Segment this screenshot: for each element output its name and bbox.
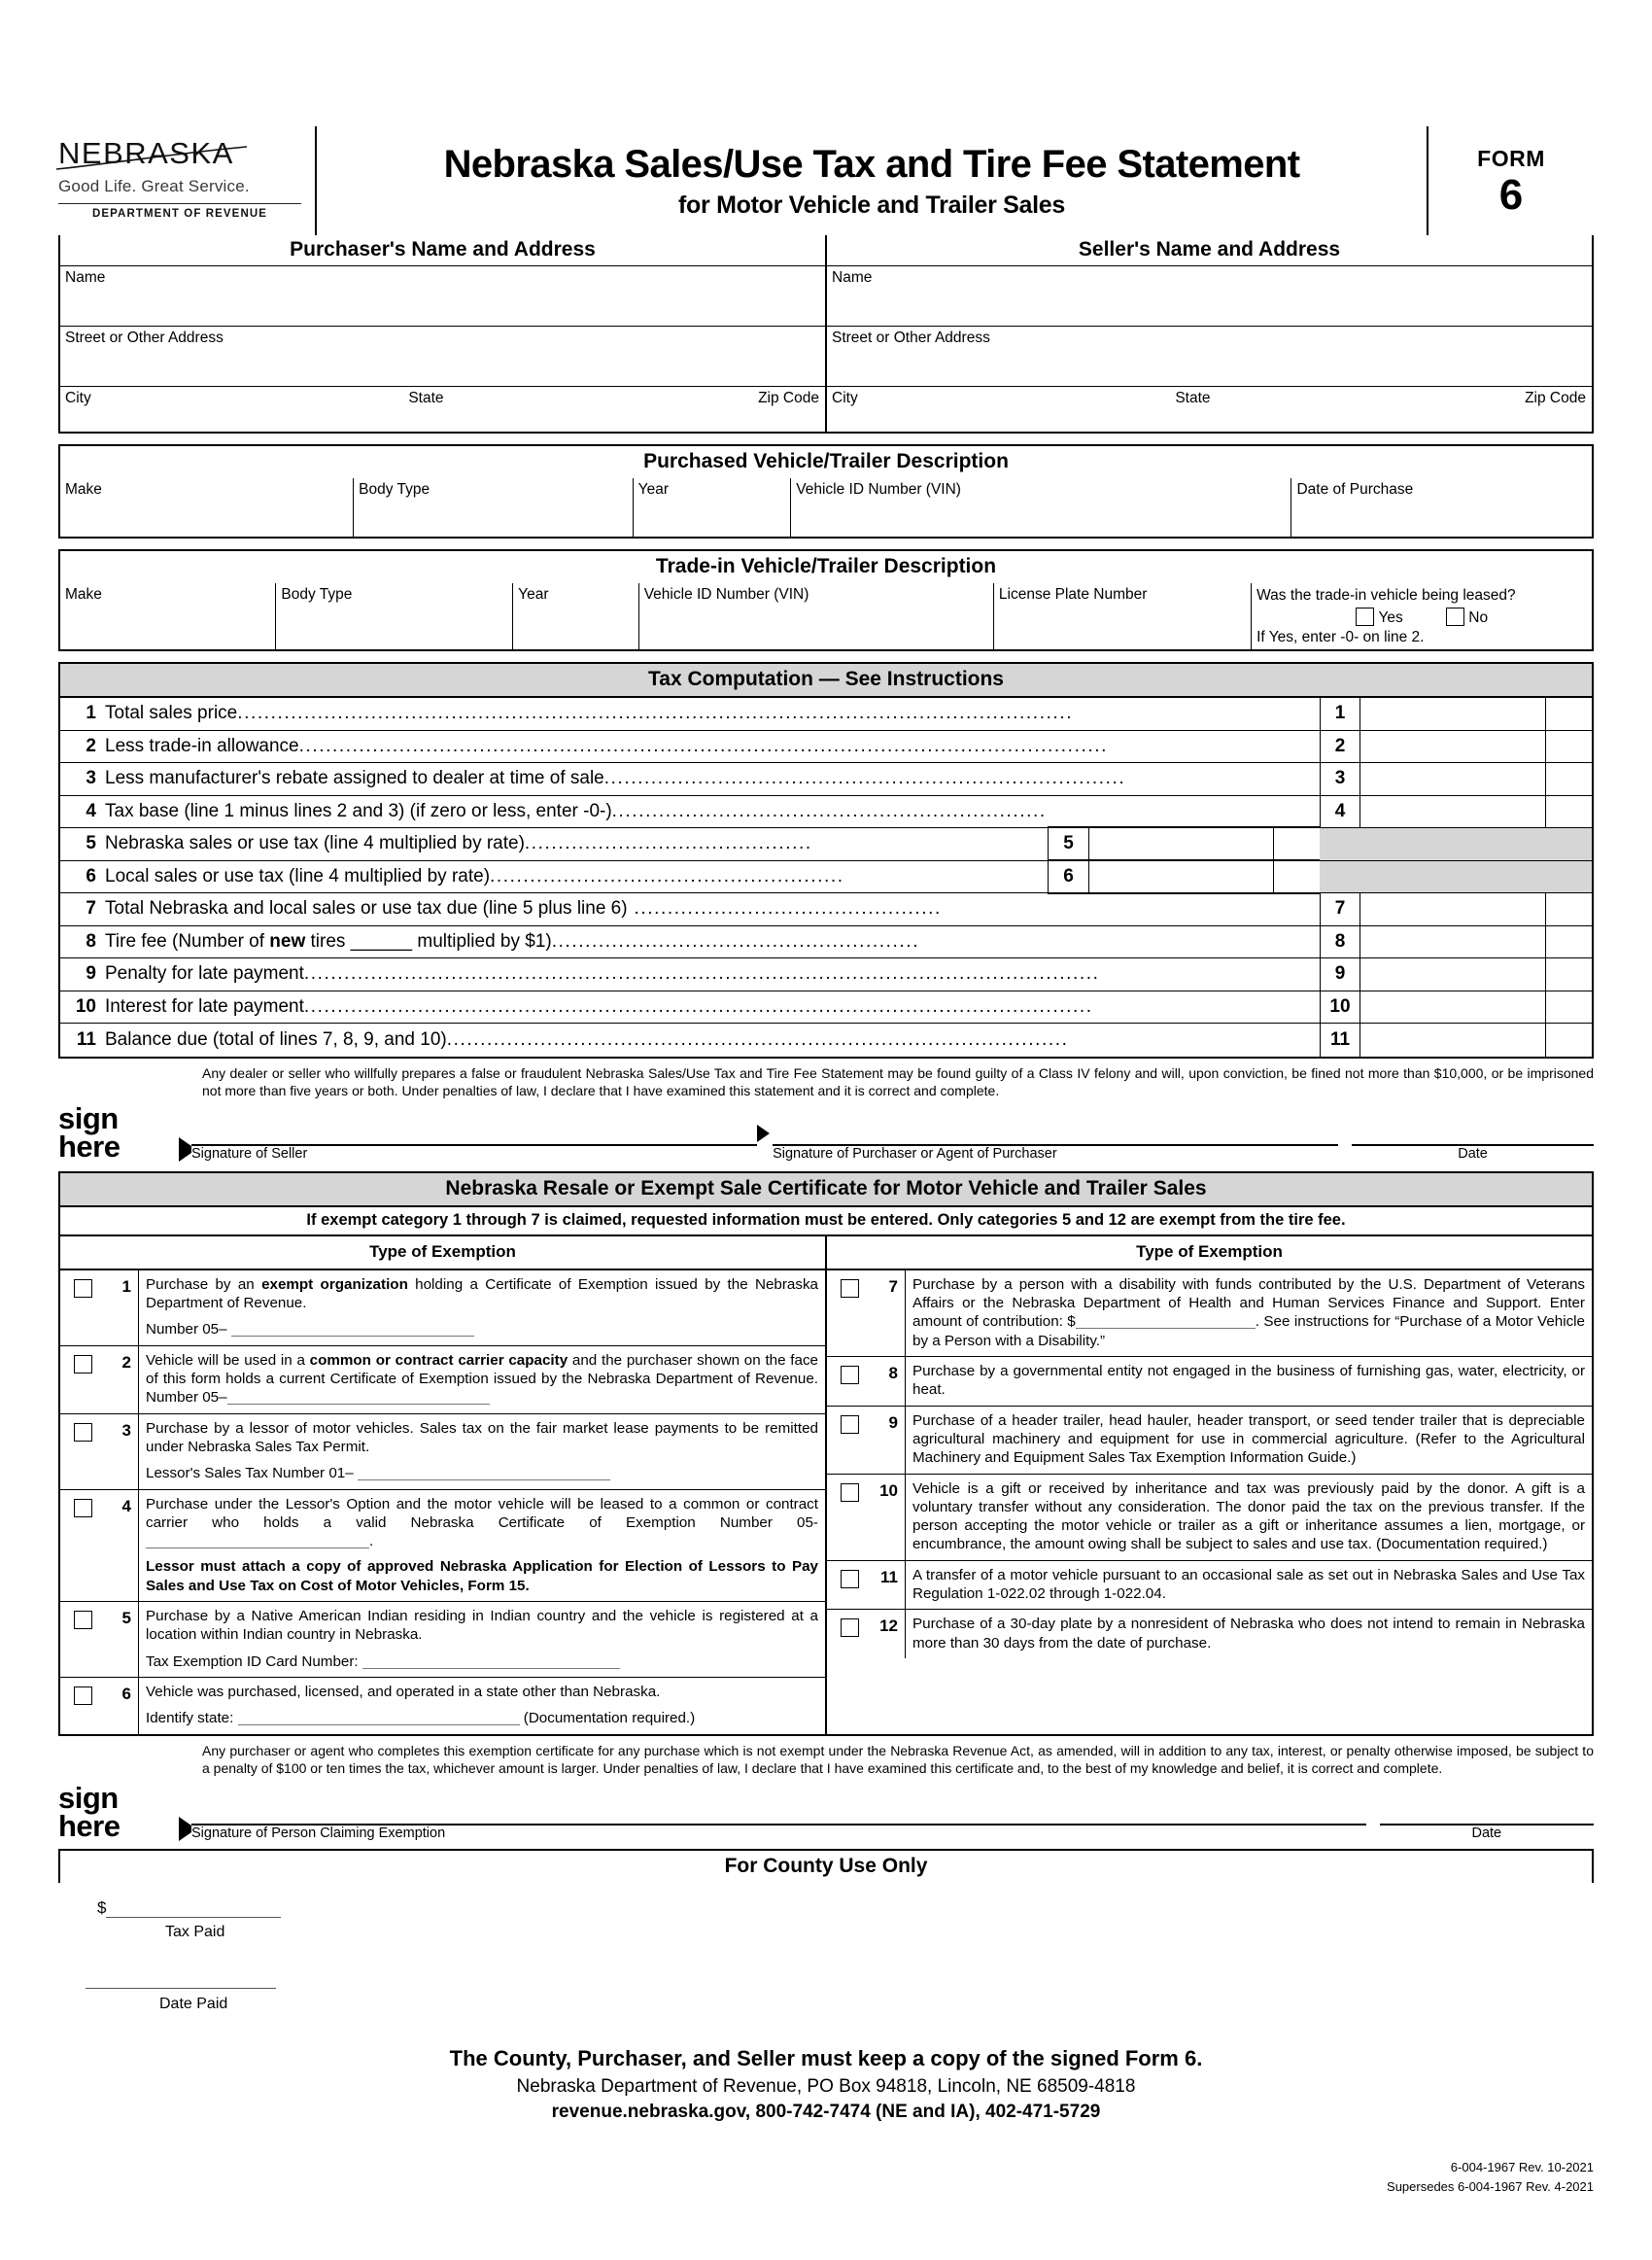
- tax-line-6-text: Local sales or use tax (line 4 multiplied by rate).....................................................: [105, 865, 844, 887]
- form-page: [58, 126, 1594, 2123]
- tax-paid-label: Tax Paid: [165, 1923, 225, 1940]
- exemption-left-column: [60, 1270, 827, 1734]
- exemption-bold-note-4: Lessor must attach a copy of approved Nebraska Application for Election of Lessors to Pay Sales and Use Tax on Cost of Motor Vehicles, Form 15.: [146, 1558, 818, 1594]
- purchased-vehicle-row: [58, 478, 1594, 539]
- seller-date-field[interactable]: [1352, 1111, 1594, 1162]
- county-band-title: For County Use Only: [724, 1854, 928, 1877]
- tax-line-5-amount-input[interactable]: [1089, 827, 1273, 860]
- exemption-date-line: [1380, 1791, 1594, 1825]
- tax-line-1-number: 1: [86, 703, 96, 724]
- exemption-checkbox-cell-9: [827, 1407, 872, 1474]
- tradein-bodytype-label: Body Type: [281, 586, 353, 603]
- checkbox-exemption-12[interactable]: [841, 1618, 859, 1637]
- tax-line-6: [60, 861, 1592, 894]
- tax-line-9-text: Penalty for late payment.......................................................................................................................: [105, 963, 1100, 985]
- exemption-here-word: here: [58, 1809, 120, 1844]
- purchased-date-label: Date of Purchase: [1296, 481, 1414, 498]
- tax-paid-dollar-sign: $: [97, 1897, 107, 1917]
- exemption-number-10: 10: [879, 1480, 898, 1500]
- exemption-text-11: A transfer of a motor vehicle pursuant to an occasional sale as set out in Nebraska Sales and Use Tax Regulation 1-022.02 through 1-022.04.: [905, 1561, 1592, 1610]
- leader-dots: .............................................................................................................................: [237, 703, 1074, 724]
- tax-line-7-amount-input[interactable]: [1360, 893, 1545, 925]
- purchaser-signature-line: [773, 1111, 1338, 1146]
- tax-line-6-box-number: 6: [1049, 860, 1089, 893]
- leader-dots: .................................................................: [611, 800, 1047, 821]
- logo-wordmark: [58, 138, 301, 168]
- tradein-year-field[interactable]: [513, 583, 639, 649]
- tax-paid-group: [97, 1898, 281, 1918]
- exemption-text-6: Vehicle was purchased, licensed, and operated in a state other than Nebraska. Identify state: (Documentation required.): [138, 1678, 825, 1734]
- tax-line-4-number: 4: [86, 800, 96, 821]
- purchased-vin-field[interactable]: [791, 478, 1291, 537]
- revision-supersedes: Supersedes 6-004-1967 Rev. 4-2021: [1387, 2178, 1594, 2194]
- exemption-number-12: 12: [879, 1617, 898, 1636]
- tradein-leased-question: Was the trade-in vehicle being leased?: [1256, 587, 1516, 604]
- footer-address-line: Nebraska Department of Revenue, PO Box 94818, Lincoln, NE 68509-4818: [516, 2075, 1136, 2097]
- date-paid-label: Date Paid: [159, 1995, 228, 2012]
- tax-line-6-amount-input[interactable]: [1089, 860, 1273, 893]
- tradein-vin-label: Vehicle ID Number (VIN): [643, 586, 809, 603]
- tax-line-11-box-number: 11: [1320, 1024, 1360, 1057]
- leader-dots: ..............................................................................: [603, 768, 1126, 789]
- exemption-sub-row-1: Number 05–: [146, 1320, 818, 1339]
- exemption-items: [58, 1270, 1594, 1736]
- tax-line-5: [60, 828, 1592, 861]
- checkbox-exemption-10[interactable]: [841, 1483, 859, 1502]
- tradein-leased-block: [1252, 583, 1592, 649]
- checkbox-exemption-1[interactable]: [74, 1279, 92, 1298]
- exemption-sign-here-marker: [58, 1781, 179, 1844]
- tax-line-1-amount-input[interactable]: [1360, 698, 1545, 730]
- tax-computation-band: Tax Computation — See Instructions: [58, 662, 1594, 698]
- tax-computation-table: [58, 698, 1594, 1059]
- purchased-vin-label: Vehicle ID Number (VIN): [796, 481, 961, 498]
- tax-line-2: [60, 731, 1592, 764]
- exemption-item-10: [827, 1475, 1592, 1561]
- exemption-item-9: [827, 1407, 1592, 1475]
- tax-line-8: [60, 926, 1592, 959]
- spacer-after-tradein: [58, 651, 1594, 662]
- tax-line-9: [60, 958, 1592, 991]
- tax-line-2-cents-input[interactable]: [1545, 731, 1592, 763]
- leader-dots: .......................................................................................................................: [303, 963, 1100, 985]
- leader-dots: .........................................................................................................................: [298, 735, 1108, 756]
- tax-line-4-cents-input[interactable]: [1545, 796, 1592, 828]
- tax-line-3-amount-input[interactable]: [1360, 763, 1545, 795]
- exemption-sub-row-6: Identify state: (Documentation required.): [146, 1710, 696, 1727]
- seller-date-label: Date: [1458, 1145, 1488, 1162]
- tax-line-9-cents-input[interactable]: [1545, 958, 1592, 991]
- tax-line-1-text: Total sales price.............................................................................................................................: [105, 703, 1074, 724]
- exemption-legal-text: Any purchaser or agent who completes this exemption certificate for any purchase which is not exempt under the Nebraska Revenue Act, as amended, will in addition to any tax, interest, or penalty otherwise imposed, be subject to a penalty of $100 or ten times the tax, whichever amount is larger. Under penalties of law, I declare that I have examined this certificate and, to the best of my knowledge and belief, it is correct and complete.: [202, 1742, 1594, 1777]
- tax-line-6-cents-input[interactable]: [1273, 860, 1320, 893]
- date-paid-input[interactable]: [86, 1970, 276, 1989]
- tax-line-9-box-number: 9: [1320, 958, 1360, 991]
- exemption-item-3: [60, 1414, 825, 1490]
- exemption-sub-row-3: Lessor's Sales Tax Number 01–: [146, 1464, 818, 1482]
- exemption-sub-input-6[interactable]: [238, 1724, 520, 1725]
- tax-line-7-box-number: 7: [1320, 893, 1360, 925]
- exemption-text-5: Purchase by a Native American Indian residing in Indian country and the vehicle is registered at a location within Indian country in Nebraska. Tax Exemption ID Card Number:: [138, 1602, 825, 1677]
- tax-line-2-amount-input[interactable]: [1360, 731, 1545, 763]
- exemption-number-4: 4: [121, 1496, 131, 1515]
- tax-line-3-cents-input[interactable]: [1545, 763, 1592, 795]
- exemption-sign-arrow-icon: [179, 1817, 191, 1841]
- exemption-date-field[interactable]: [1380, 1791, 1594, 1841]
- sign-here-sign-word: sign: [58, 1101, 119, 1135]
- exemption-number-2: 2: [121, 1352, 131, 1372]
- exemption-number-11: 11: [880, 1567, 898, 1586]
- purchaser-zip-field[interactable]: [620, 387, 825, 432]
- purchaser-state-field[interactable]: [403, 387, 620, 432]
- exemption-right-header: Type of Exemption: [1136, 1241, 1283, 1261]
- logo-wordmark-text: NEBRASKA: [58, 136, 234, 170]
- tradein-vehicle-title: Trade-in Vehicle/Trailer Description: [655, 555, 997, 577]
- tax-line-5-shaded-area: [1320, 828, 1592, 860]
- exemption-column-headers: [58, 1236, 1594, 1270]
- purchaser-state-label: State: [408, 390, 444, 406]
- tradein-plate-label: License Plate Number: [998, 586, 1148, 603]
- tax-line-8-text: Tire fee (Number of new tires ______ multiplied by $1).......................................................: [105, 930, 920, 952]
- exemption-sub-row-5: Tax Exemption ID Card Number:: [146, 1652, 818, 1671]
- tax-line-4-box-number: 4: [1320, 796, 1360, 828]
- tax-line-8-box-number: 8: [1320, 926, 1360, 958]
- purchaser-name-label: Name: [65, 269, 106, 286]
- tax-line-2-text: Less trade-in allowance.........................................................................................................................: [105, 735, 1108, 756]
- tax-line-11-cents-input[interactable]: [1545, 1024, 1592, 1057]
- exemption-date-label: Date: [1471, 1825, 1502, 1841]
- exemption-signature-line: [191, 1791, 1366, 1825]
- tax-line-7-number: 7: [86, 898, 96, 920]
- exemption-note: If exempt category 1 through 7 is claimed, requested information must be entered. Only categories 5 and 12 are exempt from the tire fee.: [58, 1207, 1594, 1236]
- tax-line-4: [60, 796, 1592, 829]
- purchaser-city-field[interactable]: [60, 387, 403, 432]
- exemption-sub-input-1[interactable]: [231, 1336, 474, 1337]
- exemption-inline-input-7[interactable]: [1076, 1328, 1256, 1329]
- tax-line-5-inset: [1048, 826, 1320, 861]
- exemption-checkbox-cell-6: [60, 1678, 105, 1734]
- purchaser-street-field[interactable]: [60, 327, 825, 387]
- tradein-leased-yes-option[interactable]: [1356, 608, 1403, 627]
- exemption-left-header: Type of Exemption: [60, 1236, 827, 1269]
- exemption-item-7: [827, 1270, 1592, 1357]
- tax-line-11-amount-input[interactable]: [1360, 1024, 1545, 1057]
- form-header: [58, 126, 1594, 235]
- exemption-checkbox-cell-2: [60, 1346, 105, 1413]
- exemption-right-column: [827, 1270, 1592, 1734]
- purchaser-city-label: City: [65, 390, 91, 406]
- leader-dots: .....................................................: [490, 865, 844, 887]
- exemption-number-9: 9: [888, 1412, 898, 1432]
- tradein-vehicle-row: [58, 583, 1594, 651]
- tax-line-1-cents-input[interactable]: [1545, 698, 1592, 730]
- tax-line-6-inset: [1048, 859, 1320, 894]
- exemption-item-6: [60, 1678, 825, 1734]
- exemption-checkbox-cell-5: [60, 1602, 105, 1677]
- tax-line-5-cents-input[interactable]: [1273, 827, 1320, 860]
- exemption-number-1: 1: [121, 1276, 131, 1296]
- purchased-make-label: Make: [65, 481, 102, 498]
- tax-line-8-number: 8: [86, 930, 96, 952]
- logo-tagline: Good Life. Great Service.: [58, 177, 250, 195]
- sign-here-arrow-icon: [179, 1137, 191, 1162]
- exemption-checkbox-cell-7: [827, 1270, 872, 1356]
- footer-keep-copy-line: The County, Purchaser, and Seller must keep a copy of the signed Form 6.: [449, 2045, 1203, 2070]
- tax-line-9-number: 9: [86, 963, 96, 985]
- exemption-number-6: 6: [121, 1684, 131, 1703]
- seller-title: Seller's Name and Address: [827, 235, 1592, 266]
- tradein-bodytype-field[interactable]: [276, 583, 513, 649]
- seller-name-label: Name: [832, 269, 873, 286]
- tax-paid-input[interactable]: [106, 1899, 281, 1918]
- exemption-signature-section: [58, 1736, 1594, 1844]
- tax-line-3-number: 3: [86, 768, 96, 789]
- tradein-make-label: Make: [65, 586, 102, 603]
- exemption-text-3: Purchase by a lessor of motor vehicles. Sales tax on the fair market lease payments to be remitted under Nebraska Sales Tax Permit. Lessor's Sales Tax Number 01–: [138, 1414, 825, 1489]
- seller-signature-field[interactable]: [191, 1111, 757, 1162]
- tradein-leased-note: If Yes, enter -0- on line 2.: [1256, 629, 1425, 646]
- exemption-checkbox-cell-11: [827, 1561, 872, 1610]
- tax-line-11-text: Balance due (total of lines 7, 8, 9, and 10).............................................................................................: [105, 1028, 1069, 1050]
- tax-line-5-number: 5: [86, 833, 96, 854]
- spacer-after-purchased: [58, 539, 1594, 549]
- seller-date-line: [1352, 1111, 1594, 1146]
- exemption-inline-input-4[interactable]: [146, 1547, 369, 1548]
- checkbox-leased-no[interactable]: [1446, 608, 1464, 626]
- revision-info: [1387, 2158, 1594, 2196]
- tradein-make-field[interactable]: [60, 583, 276, 649]
- purchased-bodytype-field[interactable]: [354, 478, 633, 537]
- seller-state-label: State: [1175, 390, 1211, 406]
- form-title-block: [315, 126, 1428, 235]
- checkbox-exemption-11[interactable]: [841, 1570, 859, 1588]
- checkbox-exemption-7[interactable]: [841, 1279, 859, 1298]
- seller-street-label: Street or Other Address: [832, 330, 990, 346]
- tax-line-7-cents-input[interactable]: [1545, 893, 1592, 925]
- exemption-inline-input-2[interactable]: [227, 1404, 490, 1405]
- purchaser-signature-label: Signature of Purchaser or Agent of Purchaser: [773, 1145, 1057, 1162]
- tax-line-10-cents-input[interactable]: [1545, 991, 1592, 1024]
- seller-sign-here-marker: [58, 1101, 179, 1165]
- checkbox-leased-yes[interactable]: [1356, 608, 1374, 626]
- purchased-year-label: Year: [637, 481, 669, 498]
- exemption-number-8: 8: [888, 1364, 898, 1383]
- tradein-vehicle-header: [58, 549, 1594, 583]
- exemption-text-4: Purchase under the Lessor's Option and the motor vehicle will be leased to a common or contract carrier who holds a valid Nebraska Certificate of Exemption Number 05-. Lessor must attach a copy of approved Nebraska Application for Election of Lessors to Pay Sales and Use Tax on Cost of Motor Vehicles, Form 15.: [138, 1490, 825, 1601]
- checkbox-exemption-6[interactable]: [74, 1686, 92, 1705]
- page-title: Nebraska Sales/Use Tax and Tire Fee Statement: [443, 142, 1300, 186]
- leader-dots: .......................................................: [551, 930, 920, 952]
- exemption-checkbox-cell-12: [827, 1610, 872, 1658]
- form-footer: [58, 2046, 1594, 2123]
- seller-legal-text: Any dealer or seller who willfully prepares a false or fraudulent Nebraska Sales/Use Tax and Tire Fee Statement may be found guilty of a Class IV felony and will, upon conviction, be fined not more than $10,000, or be imprisoned not more than five years or both. Under penalties of law, I declare that I have examined this statement and it is correct and complete.: [202, 1064, 1594, 1099]
- purchaser-zip-label: Zip Code: [758, 390, 819, 406]
- page-subtitle: for Motor Vehicle and Trailer Sales: [678, 191, 1065, 219]
- seller-block: [825, 235, 1592, 432]
- tax-line-10: [60, 991, 1592, 1025]
- tax-line-3-box-number: 3: [1320, 763, 1360, 795]
- purchaser-sign-arrow-icon: [757, 1125, 770, 1142]
- tax-line-4-text: Tax base (line 1 minus lines 2 and 3) (if zero or less, enter -0-).................................................................: [105, 800, 1047, 821]
- tax-line-10-box-number: 10: [1320, 991, 1360, 1024]
- exemption-band: Nebraska Resale or Exempt Sale Certificate for Motor Vehicle and Trailer Sales: [58, 1171, 1594, 1207]
- leader-dots: ..............................................: [627, 898, 942, 920]
- tax-line-7-text: Total Nebraska and local sales or use tax due (line 5 plus line 6) ..............................................: [105, 898, 942, 920]
- form-number: 6: [1498, 170, 1524, 219]
- logo-divider: [58, 203, 301, 204]
- checkbox-exemption-4[interactable]: [74, 1499, 92, 1517]
- purchaser-signature-field[interactable]: [773, 1111, 1338, 1162]
- exemption-text-10: Vehicle is a gift or received by inheritance and tax was previously paid by the donor. A gift is a voluntary transfer without any consideration. The donor paid the tax on the previous transfer. If the person accepting the motor vehicle or trailer as a gift or inheritance assumes a lien, mortgage, or encumbrance, the amount owing shall be subject to sales and use tax. (Documentation required.): [905, 1475, 1592, 1560]
- seller-city-label: City: [832, 390, 858, 406]
- exemption-text-9: Purchase of a header trailer, head hauler, header transport, or seed tender trailer that is depreciable agricultural machinery and equipment for use in commercial agriculture. (Refer to the Agricultural Machinery and Equipment Sales Tax Exemption Information Guide.): [905, 1407, 1592, 1474]
- exemption-sub-input-3[interactable]: [358, 1479, 610, 1480]
- tax-line-5-box-number: 5: [1049, 827, 1089, 860]
- county-section-header: [58, 1849, 1594, 1883]
- tax-line-7: [60, 893, 1592, 926]
- purchased-year-field[interactable]: [634, 478, 792, 537]
- tax-line-8-cents-input[interactable]: [1545, 926, 1592, 958]
- tax-line-9-amount-input[interactable]: [1360, 958, 1545, 991]
- exemption-number-7: 7: [888, 1276, 898, 1296]
- tax-line-5-text: Nebraska sales or use tax (line 4 multiplied by rate)...........................................: [105, 833, 812, 854]
- nebraska-logo: [58, 126, 301, 235]
- tax-line-10-amount-input[interactable]: [1360, 991, 1545, 1024]
- exemption-text-1: Purchase by an exempt organization holding a Certificate of Exemption issued by the Nebraska Department of Revenue. Number 05–: [138, 1270, 825, 1345]
- tax-line-3: [60, 763, 1592, 796]
- tradein-year-label: Year: [518, 586, 549, 603]
- tax-line-4-amount-input[interactable]: [1360, 796, 1545, 828]
- exemption-sign-word: sign: [58, 1781, 119, 1816]
- seller-name-field[interactable]: [827, 266, 1592, 327]
- seller-citystatezip-row: [827, 387, 1592, 432]
- exemption-text-12: Purchase of a 30-day plate by a nonresident of Nebraska who does not intend to remain in Nebraska more than 30 days from the date of purchase.: [905, 1610, 1592, 1658]
- tradein-leased-yes-label: Yes: [1378, 609, 1403, 627]
- tax-line-6-number: 6: [86, 865, 96, 887]
- leader-dots: ......................................................................................................................: [303, 995, 1093, 1017]
- exemption-item-8: [827, 1357, 1592, 1407]
- seller-signature-line: [191, 1111, 757, 1146]
- logo-swoosh-icon: [54, 146, 249, 171]
- exemption-text-8: Purchase by a governmental entity not engaged in the business of furnishing gas, water, electricity, or heat.: [905, 1357, 1592, 1406]
- tax-line-11-number: 11: [76, 1028, 96, 1050]
- purchased-date-field[interactable]: [1291, 478, 1592, 537]
- seller-zip-field[interactable]: [1387, 387, 1592, 432]
- form-number-block: [1428, 126, 1594, 235]
- purchaser-block: [60, 235, 825, 432]
- tax-line-2-number: 2: [86, 735, 96, 756]
- exemption-item-12: [827, 1610, 1592, 1658]
- exemption-signature-field[interactable]: [191, 1791, 1366, 1841]
- sign-here-here-word: here: [58, 1130, 120, 1165]
- exemption-checkbox-cell-4: [60, 1490, 105, 1601]
- seller-state-field[interactable]: [1170, 387, 1387, 432]
- exemption-signature-label: Signature of Person Claiming Exemption: [191, 1825, 446, 1841]
- tradein-vin-field[interactable]: [639, 583, 994, 649]
- purchaser-name-field[interactable]: [60, 266, 825, 327]
- purchased-vehicle-header: [58, 444, 1594, 478]
- tax-line-10-text: Interest for late payment......................................................................................................................: [105, 995, 1093, 1017]
- tax-line-10-number: 10: [75, 995, 96, 1017]
- exemption-text-2: Vehicle will be used in a common or contract carrier capacity and the purchaser shown on the face of this form holds a current Certificate of Exemption issued by the Nebraska Department of Revenue. Number 05–: [138, 1346, 825, 1413]
- revision-current: 6-004-1967 Rev. 10-2021: [1450, 2160, 1594, 2174]
- exemption-checkbox-cell-1: [60, 1270, 105, 1345]
- date-paid-group: [86, 1970, 276, 1994]
- county-section-body: [58, 1883, 1594, 2029]
- spacer-after-parties: [58, 434, 1594, 444]
- exemption-item-4: [60, 1490, 825, 1602]
- purchaser-street-label: Street or Other Address: [65, 330, 224, 346]
- exemption-checkbox-cell-10: [827, 1475, 872, 1560]
- purchased-make-field[interactable]: [60, 478, 354, 537]
- checkbox-exemption-9[interactable]: [841, 1415, 859, 1434]
- exemption-item-11: [827, 1561, 1592, 1611]
- tax-line-8-amount-input[interactable]: [1360, 926, 1545, 958]
- exemption-number-3: 3: [121, 1420, 131, 1440]
- tax-line-3-text: Less manufacturer's rebate assigned to dealer at time of sale..............................................................................: [105, 768, 1126, 789]
- leader-dots: .............................................................................................: [446, 1028, 1069, 1050]
- checkbox-exemption-2[interactable]: [74, 1355, 92, 1373]
- purchaser-citystatezip-row: [60, 387, 825, 432]
- purchased-vehicle-title: Purchased Vehicle/Trailer Description: [643, 450, 1009, 472]
- checkbox-exemption-8[interactable]: [841, 1366, 859, 1384]
- seller-signature-label: Signature of Seller: [191, 1145, 308, 1162]
- tax-line-2-box-number: 2: [1320, 731, 1360, 763]
- exemption-checkbox-cell-8: [827, 1357, 872, 1406]
- tax-line-6-shaded-area: [1320, 861, 1592, 893]
- exemption-checkbox-cell-3: [60, 1414, 105, 1489]
- footer-contact-line: revenue.nebraska.gov, 800-742-7474 (NE and IA), 402-471-5729: [551, 2101, 1101, 2122]
- seller-street-field[interactable]: [827, 327, 1592, 387]
- tax-line-11: [60, 1024, 1592, 1057]
- parties-section: [58, 235, 1594, 434]
- tradein-leased-no-option[interactable]: [1446, 608, 1488, 627]
- exemption-item-1: [60, 1270, 825, 1346]
- seller-zip-label: Zip Code: [1525, 390, 1586, 406]
- checkbox-exemption-5[interactable]: [74, 1611, 92, 1629]
- leader-dots: ...........................................: [524, 833, 812, 854]
- exemption-sub-input-5[interactable]: [362, 1668, 620, 1669]
- tradein-leased-options: [1252, 608, 1592, 627]
- exemption-item-5: [60, 1602, 825, 1678]
- exemption-item-2: [60, 1346, 825, 1414]
- seller-signature-section: [58, 1059, 1594, 1165]
- form-label: FORM: [1477, 145, 1545, 171]
- purchaser-title: Purchaser's Name and Address: [60, 235, 825, 266]
- tax-line-1: [60, 698, 1592, 731]
- purchased-bodytype-label: Body Type: [359, 481, 430, 498]
- checkbox-exemption-3[interactable]: [74, 1423, 92, 1442]
- tradein-plate-field[interactable]: [994, 583, 1252, 649]
- tradein-leased-no-label: No: [1468, 609, 1489, 627]
- exemption-number-5: 5: [121, 1609, 131, 1628]
- exemption-text-7: Purchase by a person with a disability with funds contributed by the U.S. Department of Veterans Affairs or the Nebraska Department of Health and Human Services Finance and Support. Enter amount of contribution: $ . See instructions for “Purchase of a Motor Vehicle by a Person with a Disability.”: [905, 1270, 1592, 1356]
- seller-city-field[interactable]: [827, 387, 1170, 432]
- tax-line-1-box-number: 1: [1320, 698, 1360, 730]
- logo-department: DEPARTMENT OF REVENUE: [91, 208, 268, 220]
